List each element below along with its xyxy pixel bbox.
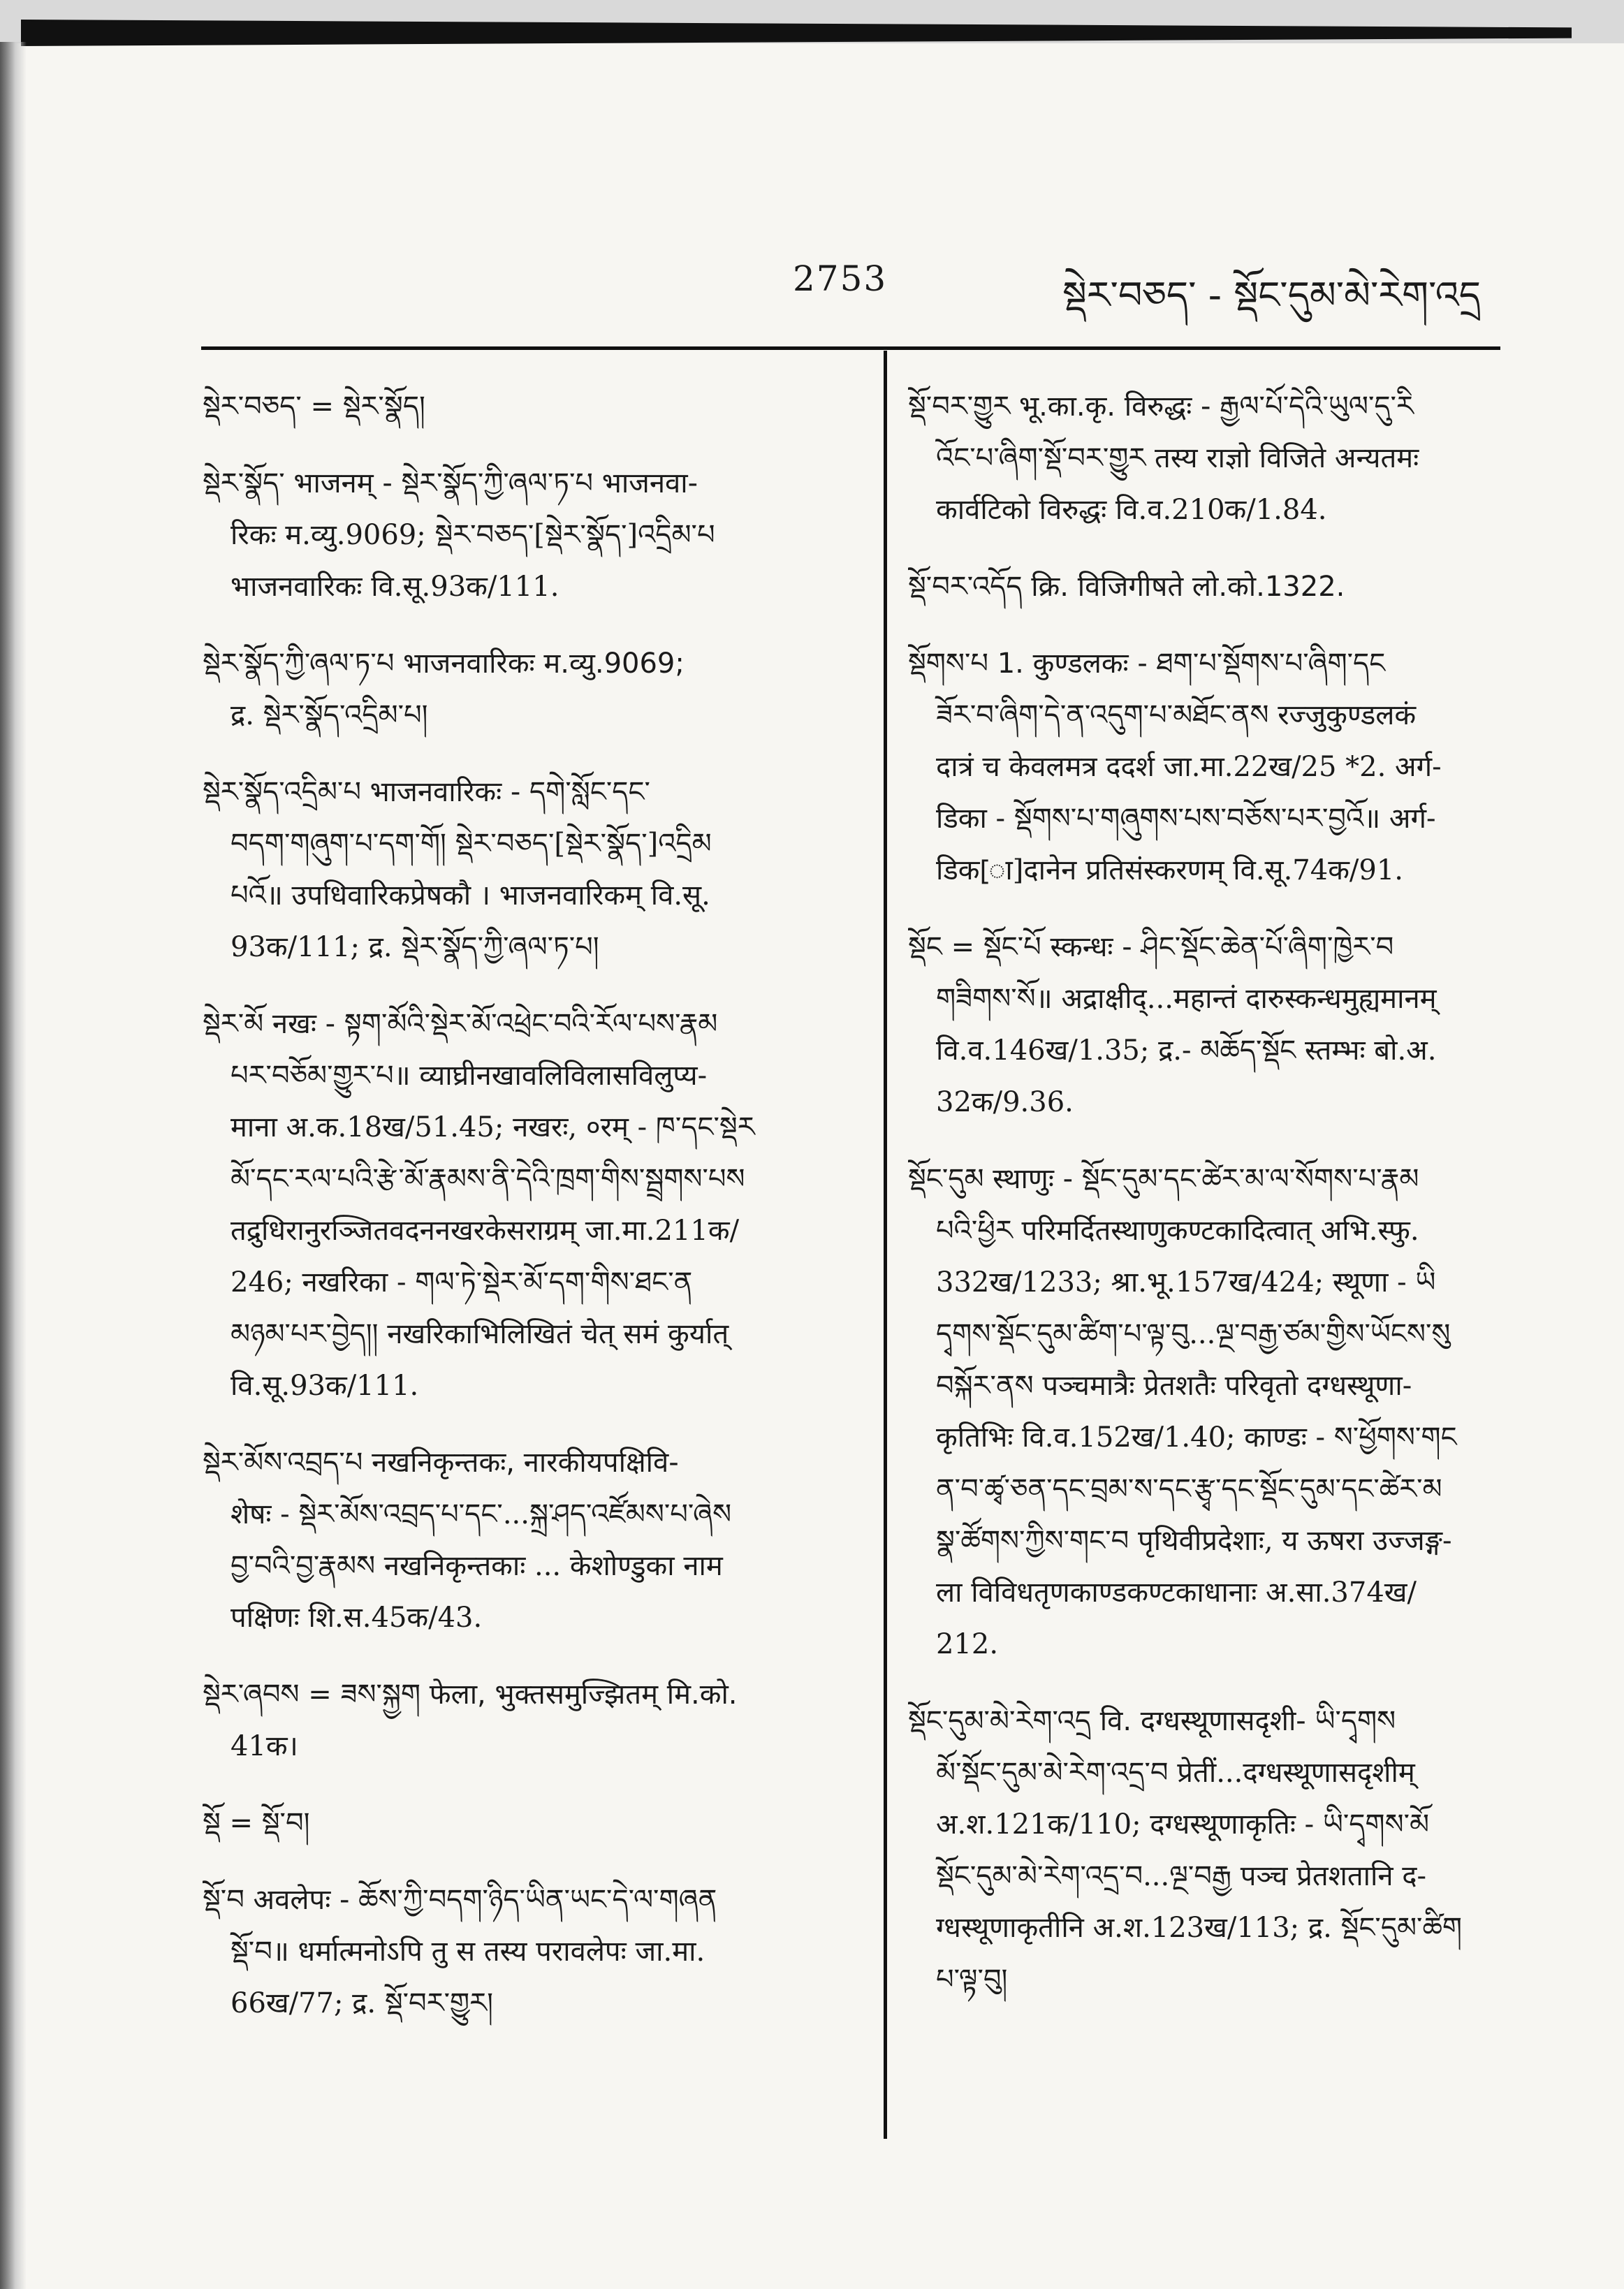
dictionary-entry: [908, 1695, 1523, 2005]
dictionary-entry: [203, 381, 852, 432]
dictionary-entry: [203, 1669, 852, 1772]
entry-headword-line: སྡེར་སྣོད་ཀྱི་ཞལ་ཏ་པ भाजनवारिकः म.व्यु.9069;: [203, 648, 685, 680]
entry-text-line: མོ་དང་རལ་པའི་རྩེ་མོ་རྣམས་ནི་དེའི་ཁྲག་གིས་སྦྲགས་པས: [231, 1163, 745, 1195]
entry-text-line: 246; नखरिका - གལ་ཏེ་སྡེར་མོ་དག་གིས་ཐང་ན: [231, 1266, 693, 1299]
right-column: [908, 381, 1523, 2031]
header-rule: [201, 346, 1500, 350]
dictionary-entry: [203, 1437, 852, 1644]
entry-text-line: द्र. སྡེར་སྣོད་འདྲིམ་པ།: [231, 699, 428, 731]
entry-text-line: दात्रं च केवलमत्र ददर्श जा.मा.22ख/25 *2. अर्ग-: [936, 751, 1442, 783]
entry-text-line: པ་ལྟ་བུ།: [936, 1963, 1008, 1996]
dictionary-entry: [203, 1874, 852, 2029]
entry-headword-line: སྡེར་མོས་འབྲད་པ नखनिकृन्तकः, नारकीयपक्षिवि-: [203, 1447, 679, 1479]
entry-headword-line: སྡོང་དུམ स्थाणुः - སྡོང་དུམ་དང་ཚེར་མ་ལ་སོགས་པ་རྣམ: [908, 1163, 1419, 1195]
entry-text-line: སྣ་ཚོགས་ཀྱིས་གང་བ पृथिवीप्रदेशाः, य ऊषरा उज्जङ्ग-: [936, 1525, 1452, 1557]
entry-headword-line: སྡེར་སྣོད་འདྲིམ་པ भाजनवारिकः - དགེ་སློང་དང་: [203, 776, 650, 808]
dictionary-entry: [908, 1153, 1523, 1670]
entry-text-line: བསྐོར་ནས पञ्चमात्रैः प्रेतशतैः परिवृतो दग्धस्थूणा-: [936, 1370, 1412, 1402]
entry-text-line: བྱ་བའི་བྱ་རྣམས नखनिकृन्तकाः ... केशोण्डुका नाम: [231, 1550, 723, 1582]
entry-headword-line: སྡོ = སྡོ་བ།: [203, 1807, 310, 1839]
page-number: 2753: [793, 258, 888, 299]
entry-text-line: डिक[ा]दानेन प्रतिसंस्करणम् वि.सू.74क/91.: [936, 854, 1404, 886]
entry-text-line: डिका - སྡོགས་པ་གཞུགས་པས་བཅོས་པར་བྱའོ॥ अर्ग-: [936, 803, 1436, 835]
entry-text-line: དྭགས་སྡོང་དུམ་ཚིག་པ་ལྟ་བུ...ལྔ་བརྒྱ་ཙམ་གྱིས་ཡོངས་སུ: [936, 1318, 1451, 1350]
entry-text-line: མོ་སྡོང་དུམ་མེ་རེག་འདྲ་བ प्रेतीं...दग्धस्थूणासदृशीम्: [936, 1757, 1415, 1789]
entry-text-line: མཉམ་པར་བྱེད།། नखरिकाभिलिखितं चेत् समं कुर्यात्: [231, 1318, 729, 1350]
dictionary-entry: [908, 561, 1523, 613]
entry-text-line: पक्षिणः शि.स.45क/43.: [231, 1602, 483, 1634]
entry-headword-line: སྡེར་བཅད་ = སྡེར་སྣོད།: [203, 390, 425, 423]
entry-text-line: ཟོར་བ་ཞིག་དེ་ན་འདུག་པ་མཐོང་ནས रज्जुकुण्डलकं: [936, 699, 1417, 731]
entry-text-line: ला विविधतृणकाण्डकण्टकाधानाः अ.सा.374ख/: [936, 1577, 1417, 1609]
entry-text-line: अ.श.121क/110; दग्धस्थूणाकृतिः - ཡི་དྭགས་མོ: [936, 1808, 1430, 1841]
entry-text-line: 212.: [936, 1628, 999, 1660]
entry-text-line: 32क/9.36.: [936, 1086, 1074, 1118]
entry-text-line: भाजनवारिकः वि.सू.93क/111.: [231, 571, 559, 603]
dictionary-entry: [203, 766, 852, 973]
entry-headword-line: སྡོགས་པ 1. कुण्डलकः - ཐག་པ་སྡོགས་པ་ཞིག་དང: [908, 648, 1386, 680]
entry-text-line: 332ख/1233; श्रा.भू.157ख/424; स्थूणा - ཡི: [936, 1266, 1436, 1299]
dictionary-entry: [203, 998, 852, 1412]
entry-text-line: रिकः म.व्यु.9069; སྡེར་བཅད་[སྡེར་སྣོད་]འདྲིམ་པ: [231, 519, 715, 551]
entry-headword-line: སྡེར་སྣོད་ भाजनम् - སྡེར་སྣོད་ཀྱི་ཞལ་ཏ་པ भाजनवा-: [203, 467, 698, 499]
entry-text-line: कार्वटिको विरुद्धः वि.व.210क/1.84.: [936, 494, 1327, 526]
entry-text-line: 41क।: [231, 1730, 298, 1762]
entry-text-line: སྡོང་དུམ་མེ་རེག་འདྲ་བ...ལྔ་བརྒྱ पञ्च प्रेतशतानि द-: [936, 1860, 1427, 1892]
dictionary-entry: [203, 458, 852, 613]
dictionary-entry: [203, 638, 852, 741]
entry-text-line: माना अ.क.18ख/51.45; नखरः, ०रम् - ཁ་དང་སྡེར: [231, 1111, 755, 1143]
scan-left-edge: [0, 42, 27, 2289]
left-column: [203, 381, 852, 2054]
entry-text-line: कृतिभिः वि.व.152ख/1.40; काण्डः - ས་ཕྱོགས་གང: [936, 1421, 1457, 1454]
entry-text-line: 66ख/77; द्र. སྡོ་བར་གྱུར།: [231, 1987, 493, 2019]
column-divider: [884, 351, 887, 2139]
entry-text-line: वि.सू.93क/111.: [231, 1370, 419, 1402]
dictionary-entry: [908, 381, 1523, 536]
entry-text-line: वि.व.146ख/1.35; द्र.- མཆོད་སྡོང स्तम्भः बो.अ.: [936, 1034, 1437, 1067]
entry-text-line: शेषः - སྡེར་མོས་འབྲད་པ་དང་...སྐྲ་ཤད་འཛོམས་པ་ཞེས: [231, 1498, 732, 1530]
entry-text-line: ग्धस्थूणाकृतीनि अ.श.123ख/113; द्र. སྡོང་དུམ་ཚིག: [936, 1912, 1463, 1944]
entry-text-line: འོང་པ་ཞིག་སྡོ་བར་གྱུར तस्य राज्ञो विजिते अन्यतमः: [936, 442, 1419, 474]
entry-headword-line: སྡོ་བར་གྱུར भू.का.कृ. विरुद्धः - རྒྱལ་པོ་དེའི་ཡུལ་དུ་རི: [908, 390, 1414, 423]
entry-text-line: པར་བཅོམ་གྱུར་པ॥ व्याघ्रीनखावलिविलासविलुप्य-: [231, 1060, 708, 1092]
dictionary-entry: [203, 1797, 852, 1849]
entry-headword-line: སྡོང་དུམ་མེ་རེག་འདྲ वि. दग्धस्थूणासदृशी- ཡི་དྭགས: [908, 1705, 1396, 1737]
running-head: སྡེར་བཅད་ - སྡོང་དུམ་མེ་རེག་འདྲ: [1062, 273, 1481, 317]
entry-headword-line: སྡོ་བར་འདོད क्रि. विजिगीषते लो.को.1322.: [908, 571, 1345, 603]
entry-text-line: 93क/111; द्र. སྡེར་སྣོད་ཀྱི་ཞལ་ཏ་པ།: [231, 931, 599, 963]
dictionary-entry: [908, 638, 1523, 896]
entry-headword-line: སྡེར་མོ नखः - སྟག་མོའི་སྡེར་མོ་འཕྲེང་བའི་རོལ་པས་རྣམ: [203, 1008, 718, 1040]
dictionary-entry: [908, 921, 1523, 1128]
entry-text-line: ན་བ་ཚྭ་ཅན་དང་བྲམ་ས་དང་རྩྭ་དང་སྡོང་དུམ་དང་ཚེར་མ: [936, 1473, 1442, 1505]
entry-headword-line: སྡོ་བ अवलेपः - ཆོས་ཀྱི་བདག་ཉིད་ཡིན་ཡང་དེ་ལ་གཞན: [203, 1884, 717, 1916]
entry-headword-line: སྡོང = སྡོང་པོ स्कन्धः - ཤིང་སྡོང་ཆེན་པོ་ཞིག་ཁྱེར་བ: [908, 931, 1394, 963]
entry-text-line: तद्रुधिरानुरञ्जितवदननखरकेसराग्रम् जा.मा.211क/: [231, 1215, 740, 1247]
entry-text-line: བདག་གཞུག་པ་དག་གོ། སྡེར་བཅད་[སྡེར་སྣོད་]འདྲིམ: [231, 828, 712, 860]
entry-text-line: སྡོ་བ॥ धर्मात्मनोऽपि तु स तस्य परावलेपः जा.मा.: [231, 1936, 705, 1968]
entry-text-line: པའི་ཕྱིར परिमर्दितस्थाणुकण्टकादित्वात् अभि.स्फु.: [936, 1215, 1419, 1247]
entry-headword-line: སྡེར་ཞབས = ཟས་སྐྱག फेला, भुक्तसमुज्झितम् मि.को.: [203, 1679, 738, 1711]
entry-text-line: གཟིགས་སོ॥ अद्राक्षीद्...महान्तं दारुस्कन्धमुह्यमानम्: [936, 983, 1437, 1015]
entry-text-line: པའོ॥ उपधिवारिकप्रेषकौ । भाजनवारिकम् वि.सू.: [231, 879, 710, 912]
